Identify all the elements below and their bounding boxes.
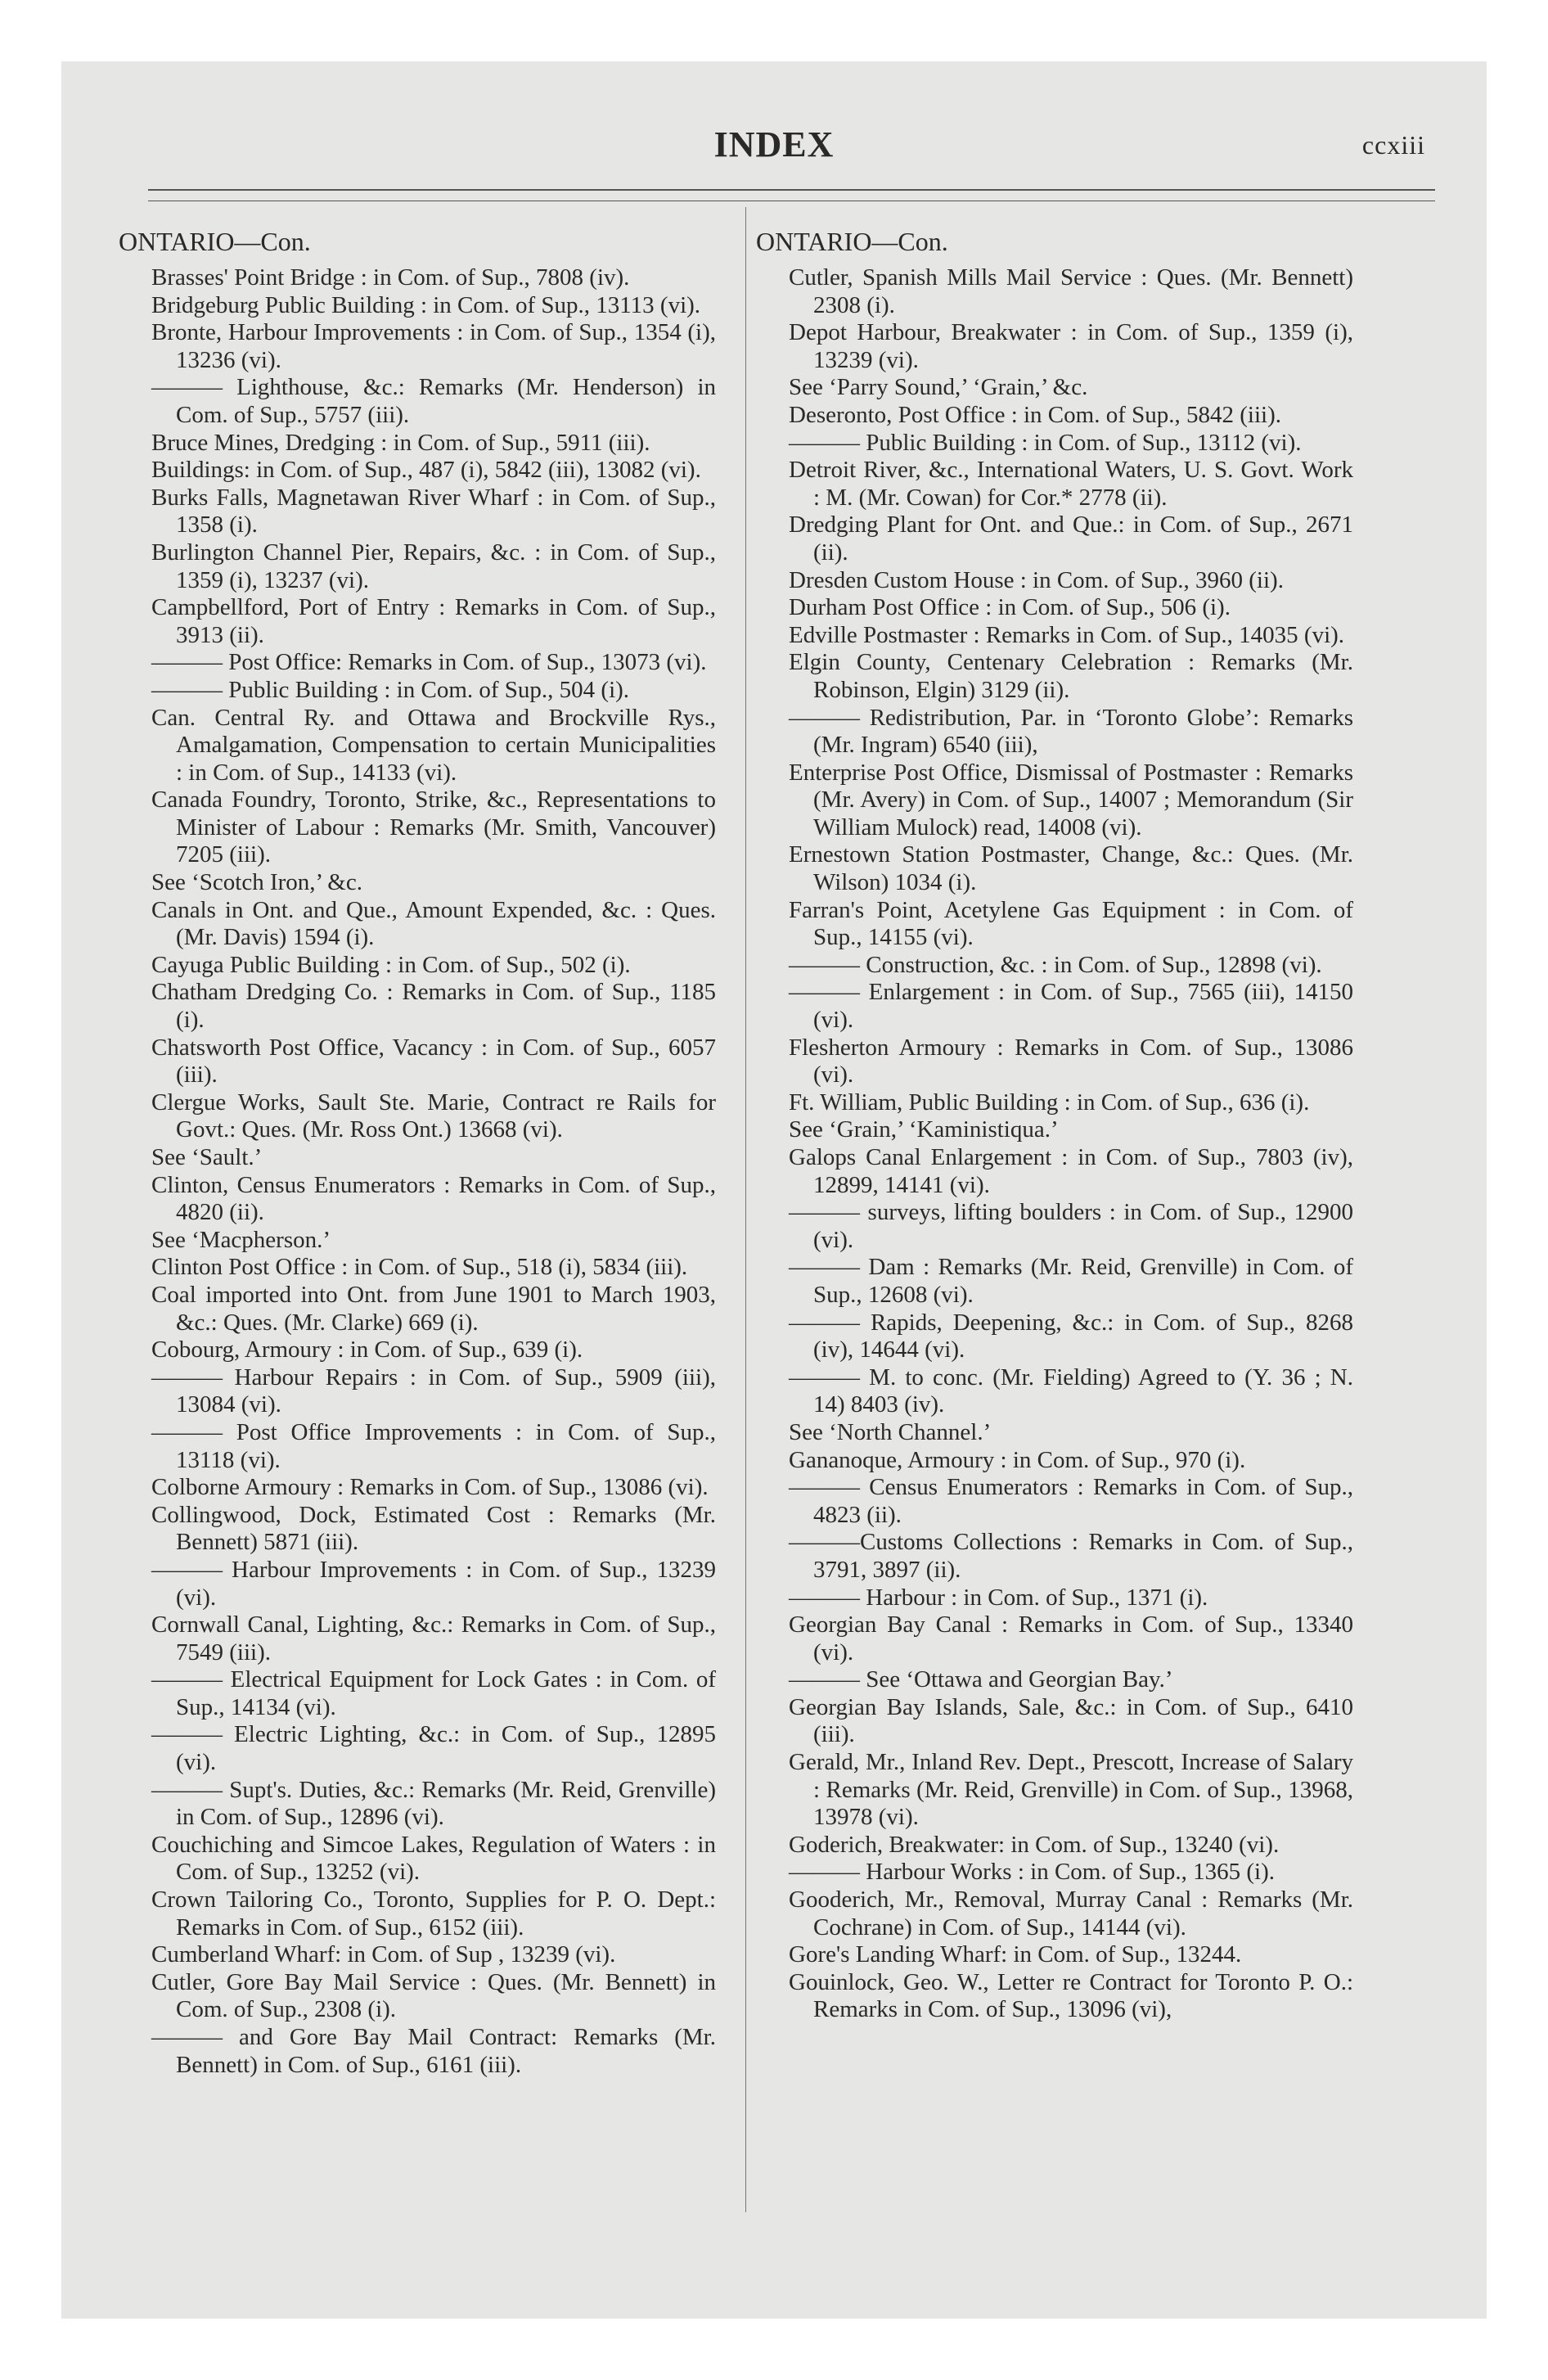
index-entry: Buildings: in Com. of Sup., 487 (i), 5842 (iii), 13082 (vi). — [151, 457, 701, 484]
index-entry: Cobourg, Armoury : in Com. of Sup., 639 (i). — [151, 1336, 583, 1364]
index-entry: ——— Harbour Repairs : in Com. of Sup., 5909 (iii), 13084 (vi). — [151, 1364, 716, 1418]
index-entry: Canada Foundry, Toronto, Strike, &c., Representations to Minister of Labour : Remarks (Mr. Smith, Vancouver) 7205 (iii). — [151, 787, 716, 868]
index-entry: ——— See ‘Ottawa and Georgian Bay.’ — [789, 1666, 1173, 1693]
index-entry: Coal imported into Ont. from June 1901 to March 1903, &c.: Ques. (Mr. Clarke) 669 (i). — [151, 1281, 716, 1336]
index-entry: ——— Harbour Improvements : in Com. of Sup., 13239 (vi). — [151, 1556, 716, 1611]
index-entry: Flesherton Armoury : Remarks in Com. of Sup., 13086 (vi). — [789, 1034, 1353, 1089]
index-entry: Couchiching and Simcoe Lakes, Regulation of Waters : in Com. of Sup., 13252 (vi). — [151, 1831, 716, 1886]
index-entry: Durham Post Office : in Com. of Sup., 506 (i). — [789, 594, 1231, 621]
index-entry: Deseronto, Post Office : in Com. of Sup., 5842 (iii). — [789, 401, 1281, 428]
index-entry: Farran's Point, Acetylene Gas Equipment : in Com. of Sup., 14155 (vi). — [789, 896, 1353, 951]
index-entry: See ‘Grain,’ ‘Kaministiqua.’ — [789, 1116, 1059, 1143]
index-entry: Gouinlock, Geo. W., Letter re Contract for Toronto P. O.: Remarks in Com. of Sup., 13096 (vi), — [789, 1968, 1353, 2023]
index-entry: Dresden Custom House : in Com. of Sup., 3960 (ii). — [789, 566, 1284, 593]
index-entry: ——— Lighthouse, &c.: Remarks (Mr. Henderson) in Com. of Sup., 5757 (iii). — [151, 374, 716, 428]
page-title: INDEX — [713, 124, 835, 165]
index-entry: ——— Public Building : in Com. of Sup., 504 (i). — [151, 676, 630, 703]
index-entry: Ernestown Station Postmaster, Change, &c.: Ques. (Mr. Wilson) 1034 (i). — [789, 841, 1353, 896]
index-entry: Enterprise Post Office, Dismissal of Postmaster : Remarks (Mr. Avery) in Com. of Sup., 14007 ; Memorandum (Sir William Mulock) read, 14008 (vi). — [789, 759, 1353, 841]
index-entry: Campbellford, Port of Entry : Remarks in Com. of Sup., 3913 (ii). — [151, 594, 716, 648]
index-entry: Chatham Dredging Co. : Remarks in Com. of Sup., 1185 (i). — [151, 979, 716, 1034]
index-entry: Dredging Plant for Ont. and Que.: in Com. of Sup., 2671 (ii). — [789, 512, 1353, 566]
page-number: ccxiii — [1361, 130, 1425, 160]
index-entry: Georgian Bay Canal : Remarks in Com. of Sup., 13340 (vi). — [789, 1611, 1353, 1666]
index-entry: Cornwall Canal, Lighting, &c.: Remarks in Com. of Sup., 7549 (iii). — [151, 1611, 716, 1666]
left-column — [119, 225, 716, 2079]
index-entry: See ‘Scotch Iron,’ &c. — [151, 869, 362, 896]
index-entry: Burlington Channel Pier, Repairs, &c. : in Com. of Sup., 1359 (i), 13237 (vi). — [151, 539, 716, 593]
index-entry: Canals in Ont. and Que., Amount Expended, &c. : Ques. (Mr. Davis) 1594 (i). — [151, 896, 716, 951]
index-entry: Cutler, Gore Bay Mail Service : Ques. (Mr. Bennett) in Com. of Sup., 2308 (i). — [151, 1968, 716, 2023]
index-entry: See ‘Parry Sound,’ ‘Grain,’ &c. — [789, 374, 1088, 401]
index-entry: Gananoque, Armoury : in Com. of Sup., 970 (i). — [789, 1446, 1246, 1473]
index-entry: Gooderich, Mr., Removal, Murray Canal : Remarks (Mr. Cochrane) in Com. of Sup., 14144 (vi). — [789, 1886, 1353, 1941]
index-entry: Cumberland Wharf: in Com. of Sup , 13239 (vi). — [151, 1941, 616, 1968]
index-entry: ——— and Gore Bay Mail Contract: Remarks (Mr. Bennett) in Com. of Sup., 6161 (iii). — [151, 2024, 716, 2078]
right-column-heading: ONTARIO—Con. — [756, 227, 948, 256]
index-entry: Bruce Mines, Dredging : in Com. of Sup., 5911 (iii). — [151, 429, 650, 456]
index-entry: ——— Electric Lighting, &c.: in Com. of Sup., 12895 (vi). — [151, 1721, 716, 1776]
index-entry: Gerald, Mr., Inland Rev. Dept., Prescott, Increase of Salary : Remarks (Mr. Reid, Grenville) in Com. of Sup., 13968, 13978 (vi). — [789, 1749, 1353, 1831]
index-entry: ——— Harbour : in Com. of Sup., 1371 (i). — [789, 1584, 1208, 1611]
index-entry: Edville Postmaster : Remarks in Com. of Sup., 14035 (vi). — [789, 621, 1345, 648]
index-entry: ——— Redistribution, Par. in ‘Toronto Globe’: Remarks (Mr. Ingram) 6540 (iii), — [789, 704, 1353, 759]
index-entry: ——— M. to conc. (Mr. Fielding) Agreed to (Y. 36 ; N. 14) 8403 (iv). — [789, 1364, 1353, 1418]
index-entry: See ‘Sault.’ — [151, 1144, 263, 1170]
left-column-heading: ONTARIO—Con. — [119, 227, 311, 256]
index-entry: Collingwood, Dock, Estimated Cost : Remarks (Mr. Bennett) 5871 (iii). — [151, 1501, 716, 1556]
index-entry: Detroit River, &c., International Waters, U. S. Govt. Work : M. (Mr. Cowan) for Cor.* 2778 (ii). — [789, 457, 1353, 511]
right-entry-list — [756, 264, 1353, 2024]
index-entry: Depot Harbour, Breakwater : in Com. of Sup., 1359 (i), 13239 (vi). — [789, 319, 1353, 373]
index-entry: Clinton, Census Enumerators : Remarks in Com. of Sup., 4820 (ii). — [151, 1171, 716, 1226]
right-column — [756, 225, 1353, 2024]
index-entry: Bridgeburg Public Building : in Com. of Sup., 13113 (vi). — [151, 291, 701, 318]
index-entry: ——— Post Office Improvements : in Com. of Sup., 13118 (vi). — [151, 1418, 716, 1473]
index-entry: Bronte, Harbour Improvements : in Com. of Sup., 1354 (i), 13236 (vi). — [151, 319, 716, 373]
index-entry: Clinton Post Office : in Com. of Sup., 518 (i), 5834 (iii). — [151, 1254, 688, 1281]
left-entry-list — [119, 264, 716, 2079]
index-entry: Can. Central Ry. and Ottawa and Brockville Rys., Amalgamation, Compensation to certain Municipalities : in Com. of Sup., 14133 (vi). — [151, 704, 716, 786]
index-entry: Cayuga Public Building : in Com. of Sup., 502 (i). — [151, 951, 631, 978]
index-entry: ——— Construction, &c. : in Com. of Sup., 12898 (vi). — [789, 951, 1322, 978]
index-entry: Gore's Landing Wharf: in Com. of Sup., 13244. — [789, 1941, 1242, 1968]
index-entry: ——— Rapids, Deepening, &c.: in Com. of Sup., 8268 (iv), 14644 (vi). — [789, 1309, 1353, 1364]
index-entry: Elgin County, Centenary Celebration : Remarks (Mr. Robinson, Elgin) 3129 (ii). — [789, 649, 1353, 703]
index-entry: Ft. William, Public Building : in Com. of Sup., 636 (i). — [789, 1089, 1310, 1116]
index-entry: ——— Harbour Works : in Com. of Sup., 1365 (i). — [789, 1859, 1276, 1886]
index-entry: See ‘North Channel.’ — [789, 1418, 992, 1445]
index-page — [61, 61, 1487, 2319]
index-entry: ——— Enlargement : in Com. of Sup., 7565 (iii), 14150 (vi). — [789, 979, 1353, 1034]
index-entry: Goderich, Breakwater: in Com. of Sup., 13240 (vi). — [789, 1831, 1280, 1858]
index-entry: Burks Falls, Magnetawan River Wharf : in Com. of Sup., 1358 (i). — [151, 484, 716, 539]
index-entry: ——— Public Building : in Com. of Sup., 13112 (vi). — [789, 429, 1302, 456]
index-entry: ——— Post Office: Remarks in Com. of Sup., 13073 (vi). — [151, 649, 707, 676]
index-entry: Crown Tailoring Co., Toronto, Supplies for P. O. Dept.: Remarks in Com. of Sup., 6152 (iii). — [151, 1886, 716, 1941]
index-entry: Brasses' Point Bridge : in Com. of Sup., 7808 (iv). — [151, 264, 630, 291]
index-entry: Colborne Armoury : Remarks in Com. of Sup., 13086 (vi). — [151, 1474, 709, 1501]
index-entry: ———Customs Collections : Remarks in Com. of Sup., 3791, 3897 (ii). — [789, 1529, 1353, 1583]
index-entry: ——— surveys, lifting boulders : in Com. of Sup., 12900 (vi). — [789, 1199, 1353, 1253]
index-entry: ——— Census Enumerators : Remarks in Com. of Sup., 4823 (ii). — [789, 1474, 1353, 1528]
index-entry: ——— Electrical Equipment for Lock Gates : in Com. of Sup., 14134 (vi). — [151, 1666, 716, 1720]
index-entry: Georgian Bay Islands, Sale, &c.: in Com. of Sup., 6410 (iii). — [789, 1693, 1353, 1748]
index-entry: Clergue Works, Sault Ste. Marie, Contract re Rails for Govt.: Ques. (Mr. Ross Ont.) 13668 (vi). — [151, 1089, 716, 1143]
column-divider — [745, 207, 746, 2212]
index-entry: Galops Canal Enlargement : in Com. of Sup., 7803 (iv), 12899, 14141 (vi). — [789, 1144, 1353, 1198]
running-head — [61, 124, 1487, 173]
header-rule — [148, 189, 1435, 201]
index-entry: Cutler, Spanish Mills Mail Service : Ques. (Mr. Bennett) 2308 (i). — [789, 264, 1353, 318]
index-entry: Chatsworth Post Office, Vacancy : in Com. of Sup., 6057 (iii). — [151, 1034, 716, 1089]
index-entry: See ‘Macpherson.’ — [151, 1226, 331, 1253]
index-entry: ——— Supt's. Duties, &c.: Remarks (Mr. Reid, Grenville) in Com. of Sup., 12896 (vi). — [151, 1776, 716, 1831]
index-entry: ——— Dam : Remarks (Mr. Reid, Grenville) in Com. of Sup., 12608 (vi). — [789, 1254, 1353, 1308]
